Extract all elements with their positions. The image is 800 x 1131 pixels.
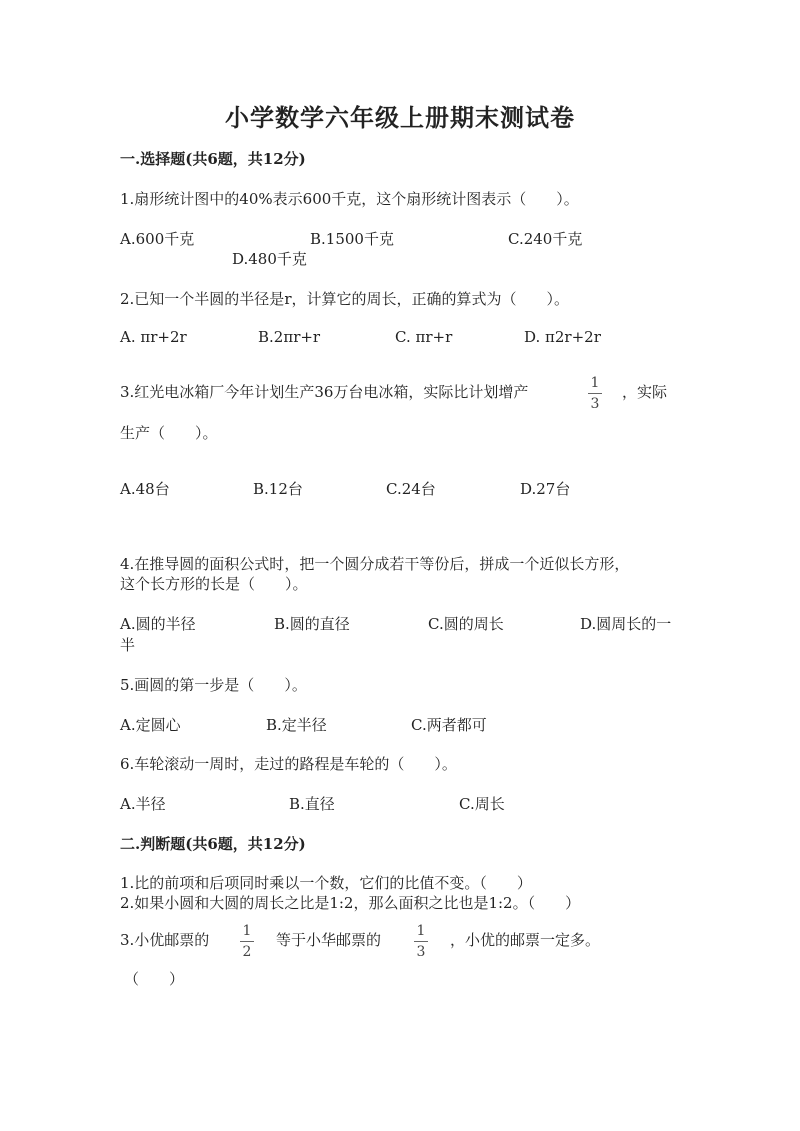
- s1-q4-option-d-cont: 半: [120, 636, 136, 654]
- s1-q1-option-d: D.480千克: [232, 250, 307, 268]
- s1-question-4: 4.在推导圆的面积公式时，把一个圆分成若干等份后，拼成一个近似长方形，: [120, 555, 630, 573]
- s1-question-5: 5.画圆的第一步是（ ）。: [120, 676, 307, 694]
- s1-q4-line2: 这个长方形的长是（ ）。: [120, 575, 308, 593]
- fraction-one-third: [412, 924, 430, 959]
- fraction-denominator: 3: [416, 944, 426, 960]
- s2-question-3: 3.小优邮票的: [120, 931, 210, 949]
- s1-q6-option-a: A.半径: [120, 795, 166, 813]
- s1-question-6: 6.车轮滚动一周时，走过的路程是车轮的（ ）。: [120, 755, 457, 773]
- s2-q3-answer-blank: （ ）: [124, 970, 185, 988]
- s1-question-3: 3.红光电冰箱厂今年计划生产36万台电冰箱，实际比计划增产: [120, 383, 529, 401]
- s1-q2-option-c: C. πr+r: [395, 328, 453, 346]
- s1-q5-option-a: A.定圆心: [120, 716, 181, 734]
- s1-q2-option-d: D. π2r+2r: [524, 328, 601, 346]
- s1-q4-option-a: A.圆的半径: [120, 615, 196, 633]
- s1-q3-text-after: ，实际: [622, 383, 668, 401]
- s1-q3-option-b: B.12台: [253, 480, 303, 498]
- fraction-numerator: 1: [590, 375, 600, 391]
- fraction-denominator: 3: [590, 396, 600, 412]
- s2-q3-text-after: ，小优的邮票一定多。: [450, 931, 601, 949]
- fraction-one-third: [586, 376, 604, 411]
- s1-q4-option-c: C.圆的周长: [428, 615, 504, 633]
- s1-q3-line2: 生产（ ）。: [120, 424, 218, 442]
- s2-question-1: 1.比的前项和后项同时乘以一个数，它们的比值不变。（ ）: [120, 874, 532, 892]
- s1-q1-option-c: C.240千克: [508, 230, 583, 248]
- page-title: 小学数学六年级上册期末测试卷: [225, 103, 575, 132]
- s1-q5-option-b: B.定半径: [266, 716, 327, 734]
- s1-q2-option-b: B.2πr+r: [258, 328, 321, 346]
- fraction-numerator: 1: [242, 923, 252, 939]
- s1-q5-option-c: C.两者都可: [411, 716, 487, 734]
- s1-question-2: 2.已知一个半圆的半径是r，计算它的周长，正确的算式为（ ）。: [120, 290, 569, 308]
- s1-q4-option-d: D.圆周长的一: [580, 615, 672, 633]
- fraction-one-half: [238, 924, 256, 959]
- section-1-heading: 一.选择题(共6题，共12分): [120, 150, 306, 168]
- s1-q3-option-a: A.48台: [120, 480, 170, 498]
- s1-question-1: 1.扇形统计图中的40%表示600千克，这个扇形统计图表示（ ）。: [120, 190, 579, 208]
- s1-q6-option-b: B.直径: [289, 795, 335, 813]
- s1-q6-option-c: C.周长: [459, 795, 505, 813]
- s2-q3-text-mid: 等于小华邮票的: [276, 931, 382, 949]
- s1-q3-option-c: C.24台: [386, 480, 436, 498]
- s1-q1-option-a: A.600千克: [120, 230, 195, 248]
- s2-question-2: 2.如果小圆和大圆的周长之比是1:2，那么面积之比也是1:2。（ ）: [120, 894, 581, 912]
- s1-q4-option-b: B.圆的直径: [274, 615, 350, 633]
- fraction-denominator: 2: [242, 944, 252, 960]
- fraction-numerator: 1: [416, 923, 426, 939]
- section-2-heading: 二.判断题(共6题，共12分): [120, 835, 306, 853]
- s1-q3-option-d: D.27台: [520, 480, 571, 498]
- s1-q2-option-a: A. πr+2r: [120, 328, 187, 346]
- s1-q1-option-b: B.1500千克: [310, 230, 394, 248]
